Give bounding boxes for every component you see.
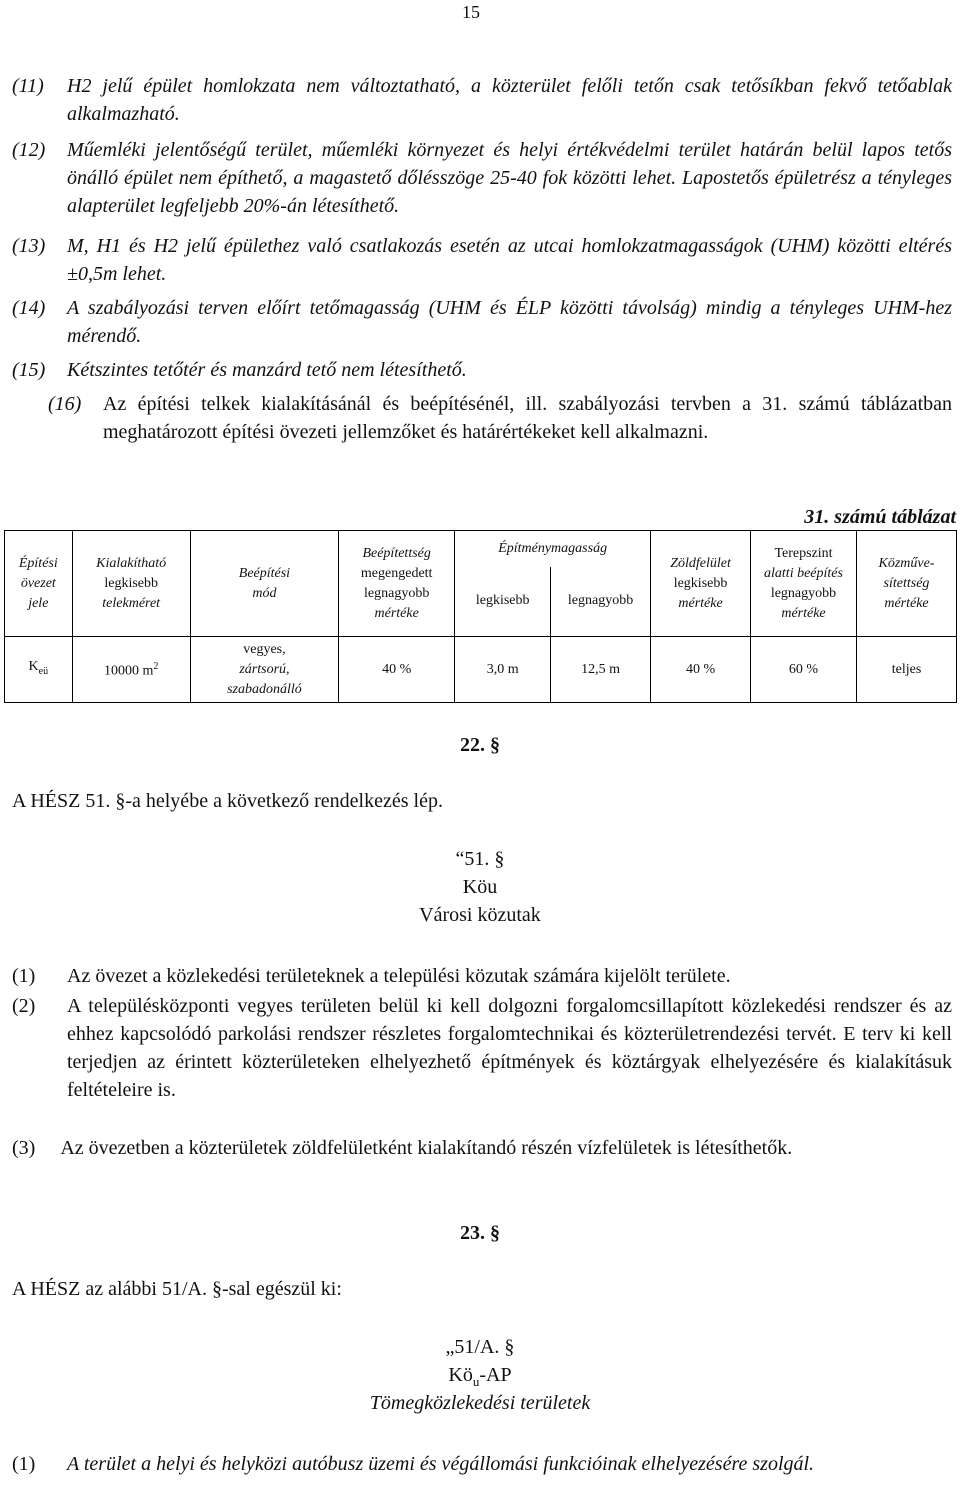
- header-line: telekméret: [102, 595, 161, 611]
- paragraph-51-3: [12, 1134, 952, 1162]
- mode-line: szabadonálló: [227, 681, 302, 697]
- header-line: mértéke: [884, 595, 929, 611]
- cell-lot: [72, 637, 190, 703]
- header-line: Beépítettség: [362, 545, 431, 561]
- code-sub: u: [472, 1374, 480, 1389]
- section-51-code: Köu: [462, 876, 498, 898]
- page-number: 15: [462, 2, 480, 22]
- header-underground: [751, 531, 857, 637]
- section-22-heading: 22. §: [460, 734, 500, 756]
- mode-line: vegyes,: [243, 641, 286, 657]
- header-line: sítettség: [883, 575, 930, 591]
- paragraph-text: Műemléki jelentőségű terület, műemléki környezet és helyi értékvédelmi terület határán belül lapos tetős önálló épület nem építhető, a magastető dőlésszöge 25-40 fok közötti lehet. Lapostetős épületrész a tényleges alapterület legfeljebb 20%-án létesíthető.: [67, 139, 952, 217]
- cell-height-max: 12,5 m: [551, 637, 651, 703]
- header-line: legnagyobb: [364, 585, 430, 601]
- header-line: Zöldfelület: [670, 555, 731, 571]
- paragraph-number: (16): [48, 393, 82, 415]
- paragraph-number: (1): [12, 965, 36, 987]
- paragraph-number: (12): [12, 139, 46, 161]
- header-line: övezet: [20, 575, 56, 591]
- cell-green: 40 %: [651, 637, 751, 703]
- paragraph-text: Kétszintes tetőtér és manzárd tető nem létesíthető.: [67, 359, 467, 381]
- paragraph-14: [12, 294, 952, 350]
- header-zone: [5, 531, 73, 637]
- mode-line: zártsorú,: [239, 661, 290, 677]
- section-51-number: “51. §: [455, 848, 505, 870]
- header-line: mértéke: [781, 605, 826, 621]
- lot-value: 10000 m: [103, 663, 154, 679]
- header-line: megengedett: [360, 565, 433, 581]
- table-row: [5, 637, 957, 703]
- header-mode: [190, 531, 338, 637]
- header-lot: [72, 531, 190, 637]
- paragraph-number: (2): [12, 995, 36, 1017]
- paragraph-number: (3): [12, 1137, 36, 1159]
- cell-coverage: 40 %: [339, 637, 455, 703]
- header-line: legkisebb: [673, 575, 728, 591]
- paragraph-number: (13): [12, 235, 46, 257]
- header-line: Közműve-: [878, 555, 935, 571]
- paragraph-number: (15): [12, 359, 46, 381]
- section-51a-number: „51/A. §: [445, 1336, 515, 1358]
- section-23-heading: 23. §: [460, 1222, 500, 1244]
- paragraph-number: (11): [12, 75, 44, 97]
- paragraph-text: Az övezetben a közterületek zöldfelületként kialakítandó részén vízfelületek is létesíthetők.: [60, 1137, 793, 1159]
- header-line: mód: [252, 585, 277, 601]
- lot-unit-sup: 2: [153, 661, 159, 673]
- header-line: legnagyobb: [770, 585, 837, 601]
- paragraph-text: A terület a helyi és helyközi autóbusz üzemi és végállomási funkcióinak elhelyezésére szolgál.: [67, 1453, 815, 1475]
- zoning-table: [4, 530, 957, 703]
- header-line: Építési: [18, 555, 58, 571]
- section-23-intro: A HÉSZ az alábbi 51/A. §-sal egészül ki:: [12, 1278, 342, 1300]
- paragraph-text: H2 jelű épület homlokzata nem változtatható, a közterület felőli tetőn csak tetősíkban fekvő tetőablak alkalmazható.: [67, 75, 952, 125]
- cell-underground: 60 %: [751, 637, 857, 703]
- paragraph-text: A szabályozási terven előírt tetőmagasság (UHM és ÉLP közötti távolság) mindig a tényleges UHM-hez mérendő.: [67, 297, 952, 347]
- section-51a-title: Tömegközlekedési területek: [369, 1392, 591, 1414]
- header-height-group: Építménymagasság: [455, 531, 651, 567]
- code-main: Kö: [448, 1364, 473, 1386]
- header-line: Terepszint: [774, 545, 833, 561]
- header-coverage: [339, 531, 455, 637]
- paragraph-15: [12, 356, 952, 384]
- paragraph-51a-1: [12, 1450, 952, 1478]
- cell-height-min: 3,0 m: [455, 637, 551, 703]
- cell-mode: [190, 637, 338, 703]
- paragraph-51-2: [12, 992, 952, 1104]
- zone-code: K: [28, 659, 39, 675]
- header-line: mértéke: [678, 595, 723, 611]
- paragraph-text: Az övezet a közlekedési területeknek a települési közutak számára kijelölt területe.: [67, 965, 731, 987]
- paragraph-text: A településközponti vegyes területen belül ki kell dolgozni forgalomcsillapított közlekedési rendszer és az ehhez kapcsolódó parkolási rendszer részletes forgalomtechnikai és közterületrendezési tervét. E terv ki kell terjedjen az érintett közterületeken elhelyezhető építmények és köztárgyak elhelyezésére és kialakításuk feltételeire is.: [67, 995, 952, 1101]
- paragraph-number: (14): [12, 297, 46, 319]
- paragraph-number: (1): [12, 1453, 36, 1475]
- header-line: mértéke: [374, 605, 419, 621]
- section-51-title: Városi közutak: [419, 904, 541, 926]
- header-line: Kialakítható: [96, 555, 167, 571]
- zone-code-sub: eü: [38, 665, 49, 677]
- header-utilities: [857, 531, 957, 637]
- table-title: 31. számú táblázat: [804, 506, 956, 528]
- paragraph-51-1: [12, 962, 952, 990]
- header-line: Beépítési: [238, 565, 291, 581]
- header-line: jele: [28, 595, 49, 611]
- section-22-intro: A HÉSZ 51. §-a helyébe a következő rendelkezés lép.: [12, 790, 443, 812]
- header-height-min: legkisebb: [455, 567, 551, 637]
- code-rest: -AP: [479, 1364, 512, 1386]
- cell-utilities: teljes: [857, 637, 957, 703]
- header-line: alatti beépítés: [764, 565, 843, 581]
- header-line: legkisebb: [104, 575, 158, 591]
- header-green: [651, 531, 751, 637]
- cell-zone: [5, 637, 73, 703]
- paragraph-text: Az építési telkek kialakításánál és beépítésénél, ill. szabályozási tervben a 31. számú táblázatban meghatározott építési övezeti jellemzőket és határértékeket kell alkalmazni.: [103, 393, 952, 443]
- paragraph-16: [48, 390, 952, 446]
- paragraph-11: [12, 72, 952, 128]
- paragraph-text: M, H1 és H2 jelű épülethez való csatlakozás esetén az utcai homlokzatmagasságok (UHM) közötti eltérés ±0,5m lehet.: [67, 235, 952, 285]
- paragraph-13: [12, 232, 952, 288]
- header-height-max: legnagyobb: [551, 567, 651, 637]
- paragraph-12: [12, 136, 952, 220]
- section-51a-code: [0, 1364, 960, 1390]
